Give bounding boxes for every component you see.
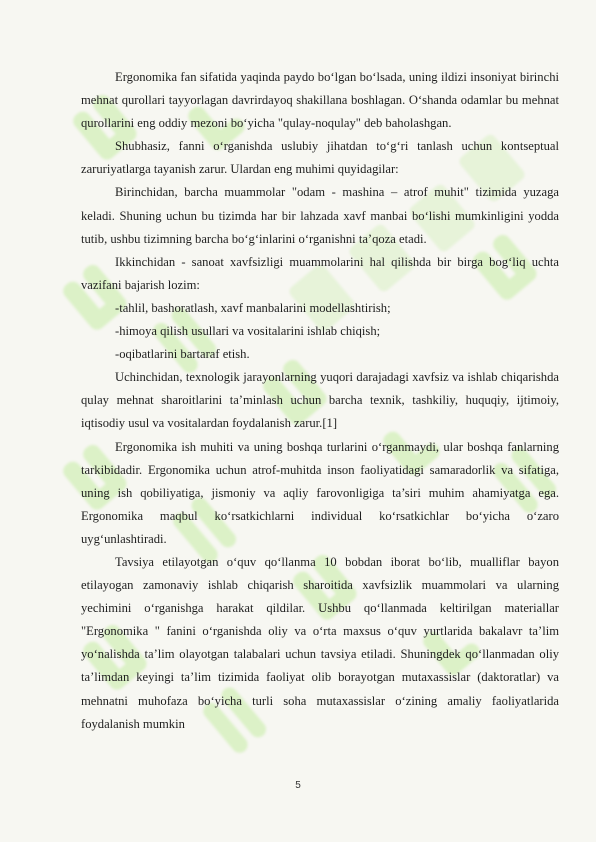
paragraph: Shubhasiz, fanni o‘rganishda uslubiy jihatdan to‘g‘ri tanlash uchun kontseptual zaruriyatlarga tayanish zarur. Ulardan eng muhimi quyidagilar: [81, 139, 559, 177]
paragraph: Tavsiya etilayotgan o‘quv qo‘llanma 10 bobdan iborat bo‘lib, mualliflar bayon etilayogan zamonaviy ishlab chiqarish sharoitida xavfsizlik muammolari va ularning yechimini o‘rganishga harakat qildilar. Ushbu qo‘llanmada keltirilgan materiallar "Ergonomika " fanini o‘rganishda oliy va o‘rta maxsus o‘quv yurtlarida bakalavr ta’lim yo‘nalishda ta’lim olayotgan talabalari uchun tavsiya etiladi. Shuningdek qo‘llanmadan oliy ta’limdan keyingi ta’lim tizimida faoliyat olib borayotgan mutaxassislar (daktoratlar) va mehnatni muhofaza bo‘yicha turli soha mutaxassislar o‘zining amaliy faoliyatlarida foydalanish mumkin [81, 554, 559, 731]
paragraph: Ergonomika fan sifatida yaqinda paydo bo‘lgan bo‘lsada, uning ildizi insoniyat birinchi mehnat qurollari tayyorlagan davrirdayoq shakillana boshlagan. O‘shanda odamlar bu mehnat qurollarini eng oddiy mezoni bo‘yicha "qulay-noqulay" deb baholashgan. [81, 70, 559, 131]
page-number: 5 [295, 780, 301, 791]
list-item: -tahlil, bashoratlash, xavf manbalarini modellashtirish; [115, 300, 391, 315]
paragraph: Ikkinchidan - sanoat xavfsizligi muammolarini hal qilishda bir birga bog‘liq uchta vazifani bajarish lozim: [81, 254, 559, 292]
list-item: -oqibatlarini bartaraf etish. [115, 347, 250, 362]
document-body [81, 66, 559, 736]
paragraph: Uchinchidan, texnologik jarayonlarning yuqori darajadagi xavfsiz va ishlab chiqarishda qulay mehnat sharoitlarini ta’minlash uchun barcha texnik, tashkiliy, huquqiy, ijtimoiy, iqtisodiy usul va vositalardan foydalanish zarur.[1] [81, 370, 559, 431]
paragraph: Ergonomika ish muhiti va uning boshqa turlarini o‘rganmaydi, ular boshqa fanlarning tarkibidadir. Ergonomika uchun atrof-muhitda inson faoliyatidagi samaradorlik va sifatiga, uning ish qobiliyatiga, jismoniy va aqliy farovonligiga ta’siri muhim ahamiyatga ega. Ergonomika maqbul ko‘rsatkichlarni individual ko‘rsatkichlar bo‘yicha o‘zaro uyg‘unlashtiradi. [81, 439, 559, 546]
paragraph: Birinchidan, barcha muammolar "odam - mashina – atrof muhit" tizimida yuzaga keladi. Shuning uchun bu tizimda har bir lahzada xavf manbai bo‘lishi mumkinligini yodda tutib, ushbu tizimning barcha bo‘g‘inlarini o‘rganishni ta’qoza etadi. [81, 185, 559, 246]
list-item: -himoya qilish usullari va vositalarini ishlab chiqish; [115, 324, 381, 339]
